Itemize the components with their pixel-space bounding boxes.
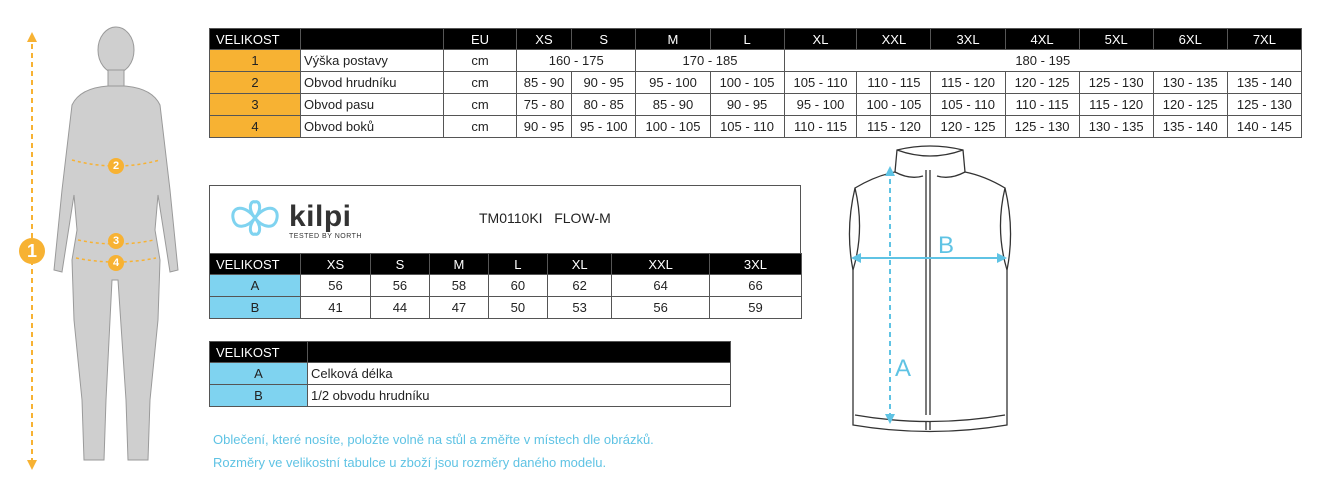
value-cell: 64 <box>612 275 710 297</box>
value-cell: 90 - 95 <box>710 94 784 116</box>
value-cell: 125 - 130 <box>1227 94 1301 116</box>
value-cell: 41 <box>301 297 371 319</box>
kilpi-logo-icon <box>225 196 285 240</box>
value-cell: 56 <box>301 275 371 297</box>
value-cell: 120 - 125 <box>931 116 1005 138</box>
value-cell: 95 - 100 <box>571 116 636 138</box>
marker-3: 3 <box>108 233 124 249</box>
value-cell: 80 - 85 <box>571 94 636 116</box>
value-cell: 90 - 95 <box>571 72 636 94</box>
unit-cell: cm <box>444 72 517 94</box>
value-cell: 180 - 195 <box>784 50 1301 72</box>
value-cell: 95 - 100 <box>636 72 710 94</box>
header-cell: 6XL <box>1153 29 1227 50</box>
header-cell: M <box>636 29 710 50</box>
table-row <box>210 50 1302 72</box>
table-row <box>210 94 1302 116</box>
table-row <box>210 72 1302 94</box>
product-table-header <box>210 254 802 275</box>
header-cell: VELIKOST <box>210 254 301 275</box>
row-number: 3 <box>210 94 301 116</box>
marker-2: 2 <box>108 158 124 174</box>
row-label: 1/2 obvodu hrudníku <box>308 385 731 407</box>
brand-tagline: TESTED BY NORTH <box>289 233 362 240</box>
header-cell: 3XL <box>709 254 801 275</box>
value-cell: 90 - 95 <box>517 116 572 138</box>
product-model: TM0110KI FLOW-M <box>479 210 611 226</box>
header-cell: EU <box>444 29 517 50</box>
value-cell: 130 - 135 <box>1079 116 1153 138</box>
marker-1: 1 <box>19 238 45 264</box>
row-label: Obvod hrudníku <box>301 72 444 94</box>
row-key: A <box>210 275 301 297</box>
header-cell: XS <box>517 29 572 50</box>
value-cell: 170 - 185 <box>636 50 784 72</box>
row-label: Obvod pasu <box>301 94 444 116</box>
value-cell: 140 - 145 <box>1227 116 1301 138</box>
value-cell: 110 - 115 <box>857 72 931 94</box>
unit-cell: cm <box>444 94 517 116</box>
value-cell: 75 - 80 <box>517 94 572 116</box>
header-cell: XXL <box>612 254 710 275</box>
value-cell: 105 - 110 <box>784 72 857 94</box>
header-cell: VELIKOST <box>210 342 308 363</box>
header-cell: 4XL <box>1005 29 1079 50</box>
instruction-note: Oblečení, které nosíte, položte volně na stůl a změřte v místech dle obrázků. <box>213 432 654 447</box>
row-key: B <box>210 385 308 407</box>
value-cell: 110 - 115 <box>1005 94 1079 116</box>
value-cell: 160 - 175 <box>517 50 636 72</box>
header-cell: VELIKOST <box>210 29 301 50</box>
table-row <box>210 363 731 385</box>
header-cell: 7XL <box>1227 29 1301 50</box>
value-cell: 105 - 110 <box>931 94 1005 116</box>
value-cell: 115 - 120 <box>931 72 1005 94</box>
header-cell: M <box>429 254 488 275</box>
value-cell: 115 - 120 <box>857 116 931 138</box>
value-cell: 135 - 140 <box>1227 72 1301 94</box>
size-table-header <box>210 29 1302 50</box>
marker-4: 4 <box>108 255 124 271</box>
row-label: Obvod boků <box>301 116 444 138</box>
value-cell: 120 - 125 <box>1005 72 1079 94</box>
brand-name: kilpi <box>289 200 352 233</box>
value-cell: 56 <box>370 275 429 297</box>
row-key: A <box>210 363 308 385</box>
instruction-note: Rozměry ve velikostní tabulce u zboží jsou rozměry daného modelu. <box>213 455 607 470</box>
row-key: B <box>210 297 301 319</box>
header-cell: S <box>571 29 636 50</box>
value-cell: 120 - 125 <box>1153 94 1227 116</box>
legend-table <box>209 341 731 407</box>
table-row <box>210 385 731 407</box>
value-cell: 59 <box>709 297 801 319</box>
vest-diagram <box>835 140 1025 440</box>
value-cell: 66 <box>709 275 801 297</box>
value-cell: 44 <box>370 297 429 319</box>
value-cell: 100 - 105 <box>636 116 710 138</box>
value-cell: 95 - 100 <box>784 94 857 116</box>
row-label: Celková délka <box>308 363 731 385</box>
header-cell: L <box>710 29 784 50</box>
vest-label-a: A <box>895 355 912 382</box>
legend-table-header <box>210 342 731 363</box>
value-cell: 125 - 130 <box>1079 72 1153 94</box>
value-cell: 100 - 105 <box>710 72 784 94</box>
value-cell: 53 <box>547 297 611 319</box>
value-cell: 47 <box>429 297 488 319</box>
value-cell: 60 <box>488 275 547 297</box>
value-cell: 85 - 90 <box>636 94 710 116</box>
value-cell: 105 - 110 <box>710 116 784 138</box>
row-label: Výška postavy <box>301 50 444 72</box>
value-cell: 115 - 120 <box>1079 94 1153 116</box>
value-cell: 135 - 140 <box>1153 116 1227 138</box>
header-cell: 5XL <box>1079 29 1153 50</box>
table-row <box>210 275 802 297</box>
value-cell: 62 <box>547 275 611 297</box>
header-cell: 3XL <box>931 29 1005 50</box>
header-cell: XS <box>301 254 371 275</box>
value-cell: 58 <box>429 275 488 297</box>
value-cell: 125 - 130 <box>1005 116 1079 138</box>
header-cell: L <box>488 254 547 275</box>
product-size-table <box>209 253 802 319</box>
unit-cell: cm <box>444 50 517 72</box>
row-number: 1 <box>210 50 301 72</box>
vest-label-b: B <box>938 232 955 259</box>
unit-cell: cm <box>444 116 517 138</box>
header-cell: S <box>370 254 429 275</box>
value-cell: 110 - 115 <box>784 116 857 138</box>
header-cell: XL <box>547 254 611 275</box>
row-number: 4 <box>210 116 301 138</box>
header-cell: XL <box>784 29 857 50</box>
header-cell: XXL <box>857 29 931 50</box>
value-cell: 85 - 90 <box>517 72 572 94</box>
size-table <box>209 28 1302 138</box>
header-cell <box>301 29 444 50</box>
table-row <box>210 116 1302 138</box>
value-cell: 130 - 135 <box>1153 72 1227 94</box>
value-cell: 50 <box>488 297 547 319</box>
value-cell: 100 - 105 <box>857 94 931 116</box>
row-number: 2 <box>210 72 301 94</box>
table-row <box>210 297 802 319</box>
header-cell <box>308 342 731 363</box>
value-cell: 56 <box>612 297 710 319</box>
